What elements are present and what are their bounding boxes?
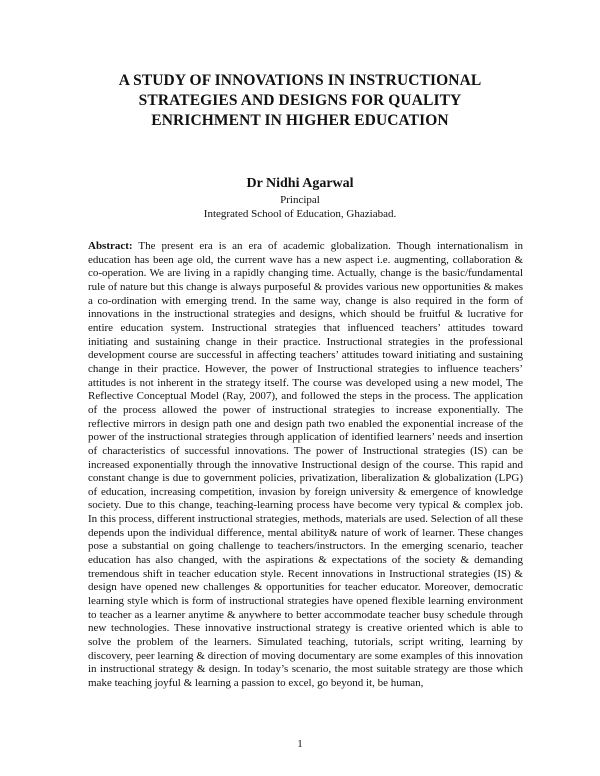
title-line-1: A STUDY OF INNOVATIONS IN INSTRUCTIONAL xyxy=(118,72,482,89)
author-role: Principal xyxy=(280,194,320,206)
author-affiliation xyxy=(60,194,540,221)
abstract-paragraph xyxy=(88,240,523,691)
paper-title xyxy=(60,71,540,131)
author-name: Dr Nidhi Agarwal xyxy=(246,176,354,191)
abstract-label: Abstract: xyxy=(88,240,133,252)
title-line-2: STRATEGIES AND DESIGNS FOR QUALITY xyxy=(138,92,462,109)
author-institution: Integrated School of Education, Ghaziabad. xyxy=(203,207,397,220)
abstract-text: The present era is an era of academic globalization. Though internationalism in education has been age old, the current wave has a new aspect i.e. augmenting, collaboration & co-operation. We are living in a rapidly changing time. Actually, change is the basic/fundamental rule of nature but this change is always purposeful & provides various new opportunities & makes a co-ordination with emerging trend. In the same way, change is also required in the form of innovations in the instructional strategies and designs, which should be fruitful & lucrative for entire education system. Instructional strategies that influenced teachers’ attitudes toward initiating and sustaining change in their practice. Instructional strategies in the professional development course are successful in affecting teachers’ attitudes toward initiating and sustaining change in their practice. However, the power of Instructional strategies to influence teachers’ attitudes is not inherent in the strategy itself. The course was developed using a new model, The Reflective Conceptual Model (Ray, 2007), and followed the steps in the process. The application of the process allowed the power of instructional strategies to increase exponentially. The reflective mirrors in design path one and design path two enabled the exponential increase of the power of the instructional strategies through application of identified learners’ needs and insertion of characteristics of successful innovations. The power of Instructional strategies (IS) can be increased exponentially through the innovative Instructional design of the course. This rapid and constant change is due to government policies, privatization, liberalization & globalization (LPG) of education, increasing competition, invasion by foreign university & emergence of knowledge society. Due to this change, teaching-learning process have become very typical & complex job. In this process, different instructional strategies, methods, materials are used. Selection of all these depends upon the individual difference, mental ability& nature of work of learner. These changes pose a substantial on going challenge to teachers/instructors. In the emerging scenario, teacher education has also changed, with the aspirations & expectations of the society & demanding tremendous shift in teacher education style. Recent innovations in Instructional strategies (IS) & design have opened new challenges & opportunities for teacher educator. Moreover, democratic learning style which is form of instructional strategies have opened flexible learning environment to teacher as a learner anytime & anywhere to better accommodate teacher busy schedule through new technologies. These innovative instructional strategy is creative oriented which is able to solve the problem of the learners. Simulated teaching, tutorials, script writing, learning by discovery, peer learning & direction of moving documentary are some examples of this innovation in instructional strategy & design. In today’s scenario, the most suitable strategy are those which make teaching joyful & learning a passion to excel, go beyond it, be human, xyxy=(88,240,523,689)
page-number: 1 xyxy=(297,738,303,750)
title-line-3: ENRICHMENT IN HIGHER EDUCATION xyxy=(151,112,449,129)
